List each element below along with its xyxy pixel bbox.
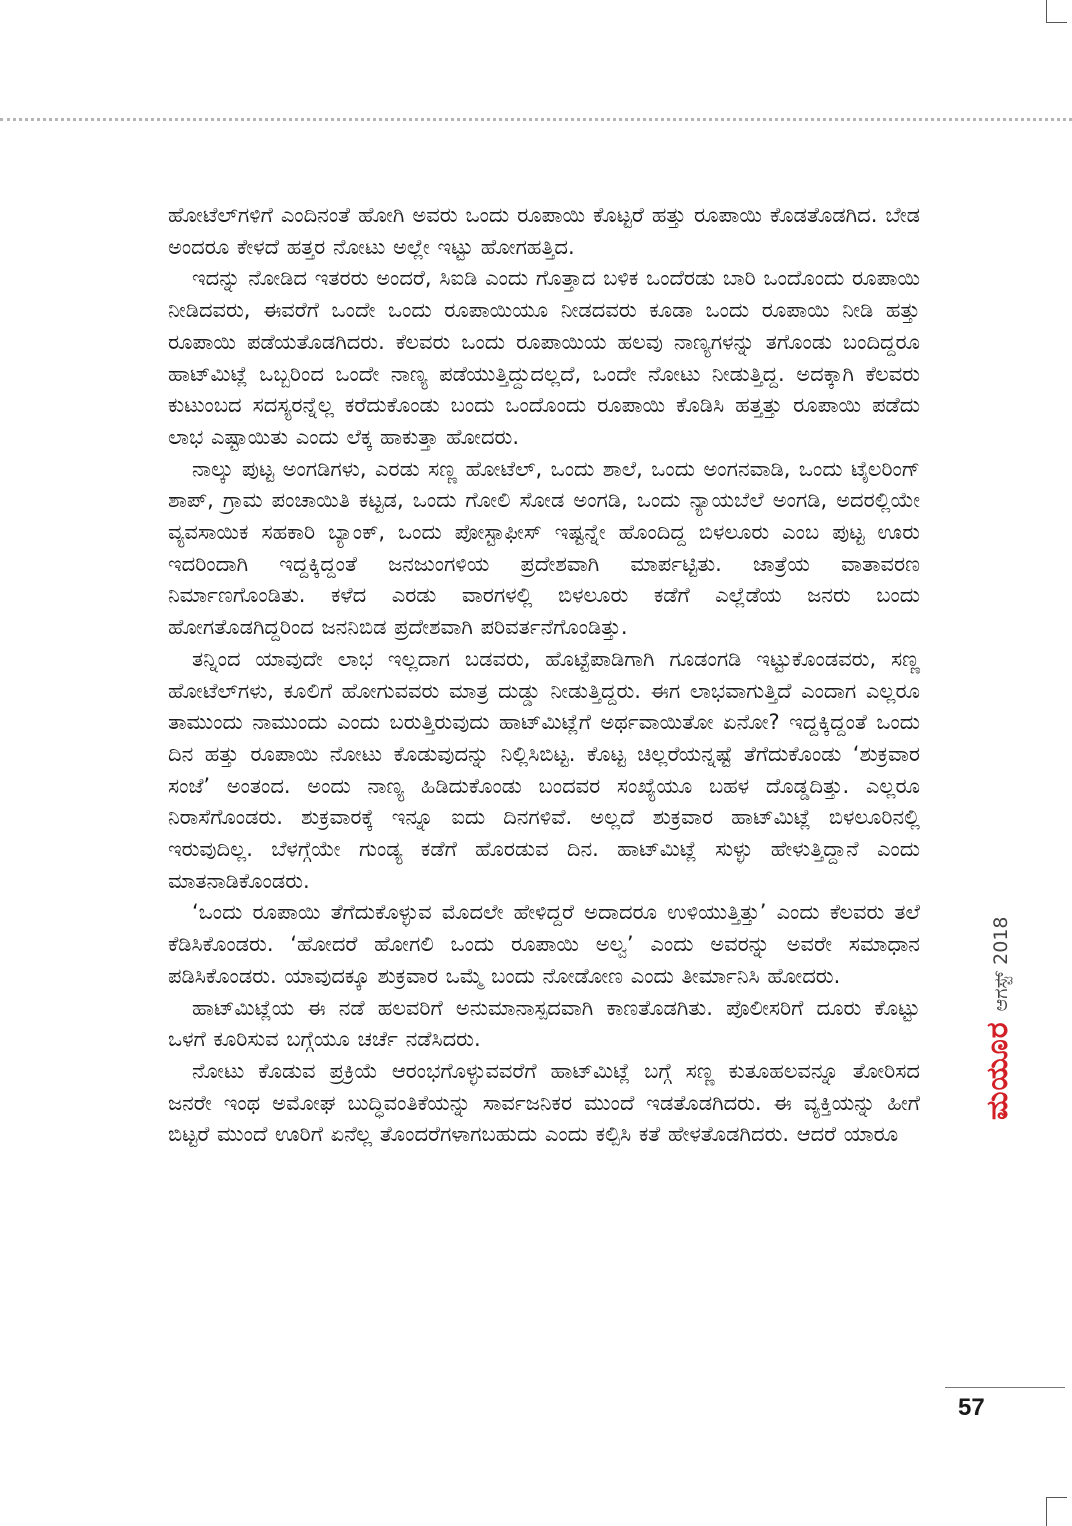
magazine-name: ಮಯೂರ xyxy=(980,1021,1015,1120)
paragraph: ಇದನ್ನು ನೋಡಿದ ಇತರರು ಅಂದರೆ, ಸಿಐಡಿ ಎಂದು ಗೊತ್ತಾದ ಬಳಿಕ ಒಂದೆರಡು ಬಾರಿ ಒಂದೊಂದು ರೂಪಾಯಿ ನೀಡಿದವರು, ಈವರೆಗೆ ಒಂದೇ ಒಂದು ರೂಪಾಯಿಯೂ ನೀಡದವರು ಕೂಡಾ ಒಂದು ರೂಪಾಯಿ ನೀಡಿ ಹತ್ತು ರೂಪಾಯಿ ಪಡೆಯತೊಡಗಿದರು. ಕೆಲವರು ಒಂದು ರೂಪಾಯಿಯ ಹಲವು ನಾಣ್ಯಗಳನ್ನು ತಗೊಂಡು ಬಂದಿದ್ದರೂ ಹಾಟ್‌ಮಿಟ್ಲೆ ಒಬ್ಬರಿಂದ ಒಂದೇ ನಾಣ್ಯ ಪಡೆಯುತ್ತಿದ್ದುದಲ್ಲದೆ, ಒಂದೇ ನೋಟು ನೀಡುತ್ತಿದ್ದ. ಅದಕ್ಕಾಗಿ ಕೆಲವರು ಕುಟುಂಬದ ಸದಸ್ಯರನ್ನೆಲ್ಲ ಕರೆದುಕೊಂಡು ಬಂದು ಒಂದೊಂದು ರೂಪಾಯಿ ಕೊಡಿಸಿ ಹತ್ತತ್ತು ರೂಪಾಯಿ ಪಡೆದು ಲಾಭ ಎಷ್ಟಾಯಿತು ಎಂದು ಲೆಕ್ಕ ಹಾಕುತ್ತಾ ಹೋದರು. xyxy=(168,266,920,449)
page-number: 57 xyxy=(958,1394,985,1421)
header-dotted-rule xyxy=(0,118,1072,121)
paragraph: ನೋಟು ಕೊಡುವ ಪ್ರಕ್ರಿಯೆ ಆರಂಭಗೊಳ್ಳುವವರೆಗೆ ಹಾಟ್‌ಮಿಟ್ಲೆ ಬಗ್ಗೆ ಸಣ್ಣ ಕುತೂಹಲವನ್ನೂ ತೋರಿಸದ ಜನರೇ ಇಂಥ ಅಮೋಘ ಬುದ್ಧಿವಂತಿಕೆಯನ್ನು ಸಾರ್ವಜನಿಕರ ಮುಂದೆ ಇಡತೊಡಗಿದರು. ಈ ವ್ಯಕ್ತಿಯನ್ನು ಹೀಗೆ ಬಿಟ್ಟರೆ ಮುಂದೆ ಊರಿಗೆ ಏನೆಲ್ಲ ತೊಂದರೆಗಳಾಗಬಹುದು ಎಂದು ಕಲ್ಪಿಸಿ ಕತೆ ಹೇಳತೊಡಗಿದರು. ಆದರೆ ಯಾರೂ xyxy=(168,1058,920,1147)
crop-mark-top xyxy=(1046,0,1067,23)
article-body xyxy=(168,200,920,1151)
crop-mark-bottom xyxy=(1046,1497,1067,1526)
paragraph: ಹಾಟ್‌ಮಿಟ್ಲೆಯ ಈ ನಡೆ ಹಲವರಿಗೆ ಅನುಮಾನಾಸ್ಪದವಾಗಿ ಕಾಣತೊಡಗಿತು. ಪೊಲೀಸರಿಗೆ ದೂರು ಕೊಟ್ಟು ಒಳಗೆ ಕೂರಿಸುವ ಬಗ್ಗೆಯೂ ಚರ್ಚೆ ನಡೆಸಿದರು. xyxy=(168,995,920,1052)
issue-date: ಆಗಸ್ಟ್ 2018 xyxy=(990,916,1012,1012)
paragraph: ‘ಒಂದು ರೂಪಾಯಿ ತೆಗೆದುಕೊಳ್ಳುವ ಮೊದಲೇ ಹೇಳಿದ್ದರೆ ಅದಾದರೂ ಉಳಿಯುತ್ತಿತ್ತು’ ಎಂದು ಕೆಲವರು ತಲೆ ಕೆಡಿಸಿಕೊಂಡರು. ‘ಹೋದರೆ ಹೋಗಲಿ ಒಂದು ರೂಪಾಯಿ ಅಲ್ವ’ ಎಂದು ಅವರನ್ನು ಅವರೇ ಸಮಾಧಾನ ಪಡಿಸಿಕೊಂಡರು. ಯಾವುದಕ್ಕೂ ಶುಕ್ರವಾರ ಒಮ್ಮೆ ಬಂದು ನೋಡೋಣ ಎಂದು ತೀರ್ಮಾನಿಸಿ ಹೋದರು. xyxy=(168,900,920,988)
paragraph: ನಾಲ್ಕು ಪುಟ್ಟ ಅಂಗಡಿಗಳು, ಎರಡು ಸಣ್ಣ ಹೋಟೆಲ್, ಒಂದು ಶಾಲೆ, ಒಂದು ಅಂಗನವಾಡಿ, ಒಂದು ಟೈಲರಿಂಗ್ ಶಾಪ್, ಗ್ರಾಮ ಪಂಚಾಯಿತಿ ಕಟ್ಟಡ, ಒಂದು ಗೋಲಿ ಸೋಡ ಅಂಗಡಿ, ಒಂದು ನ್ಯಾಯಬೆಲೆ ಅಂಗಡಿ, ಅದರಲ್ಲಿಯೇ ವ್ಯವಸಾಯಿಕ ಸಹಕಾರಿ ಬ್ಯಾಂಕ್, ಒಂದು ಪೋಸ್ಟಾಫೀಸ್ ಇಷ್ಟನ್ನೇ ಹೊಂದಿದ್ದ ಬಿಳಲೂರು ಎಂಬ ಪುಟ್ಟ ಊರು ಇದರಿಂದಾಗಿ ಇದ್ದಕ್ಕಿದ್ದಂತೆ ಜನಜುಂಗಳಿಯ ಪ್ರದೇಶವಾಗಿ ಮಾರ್ಪಟ್ಟಿತು. ಜಾತ್ರೆಯ ವಾತಾವರಣ ನಿರ್ಮಾಣಗೊಂಡಿತು. ಕಳೆದ ಎರಡು ವಾರಗಳಲ್ಲಿ ಬಿಳಲೂರು ಕಡೆಗೆ ಎಲ್ಲೆಡೆಯ ಜನರು ಬಂದು ಹೋಗತೊಡಗಿದ್ದರಿಂದ ಜನನಿಬಿಡ ಪ್ರದೇಶವಾಗಿ ಪರಿವರ್ತನೆಗೊಂಡಿತ್ತು. xyxy=(168,456,920,640)
paragraph: ತನ್ನಿಂದ ಯಾವುದೇ ಲಾಭ ಇಲ್ಲದಾಗ ಬಡವರು, ಹೊಟ್ಟೆಪಾಡಿಗಾಗಿ ಗೂಡಂಗಡಿ ಇಟ್ಟುಕೊಂಡವರು, ಸಣ್ಣ ಹೋಟೆಲ್‌ಗಳು, ಕೂಲಿಗೆ ಹೋಗುವವರು ಮಾತ್ರ ದುಡ್ಡು ನೀಡುತ್ತಿದ್ದರು. ಈಗ ಲಾಭವಾಗುತ್ತಿದೆ ಎಂದಾಗ ಎಲ್ಲರೂ ತಾಮುಂದು ನಾಮುಂದು ಎಂದು ಬರುತ್ತಿರುವುದು ಹಾಟ್‌ಮಿಟ್ಲೆಗೆ ಅರ್ಥವಾಯಿತೋ ಏನೋ? ಇದ್ದಕ್ಕಿದ್ದಂತೆ ಒಂದು ದಿನ ಹತ್ತು ರೂಪಾಯಿ ನೋಟು ಕೊಡುವುದನ್ನು ನಿಲ್ಲಿಸಿಬಿಟ್ಟ. ಕೊಟ್ಟ ಚಿಲ್ಲರೆಯನ್ನಷ್ಟೆ ತೆಗೆದುಕೊಂಡು ‘ಶುಕ್ರವಾರ ಸಂಜೆ’ ಅಂತಂದ. ಅಂದು ನಾಣ್ಯ ಹಿಡಿದುಕೊಂಡು ಬಂದವರ ಸಂಖ್ಯೆಯೂ ಬಹಳ ದೊಡ್ಡದಿತ್ತು. ಎಲ್ಲರೂ ನಿರಾಸೆಗೊಂಡರು. ಶುಕ್ರವಾರಕ್ಕೆ ಇನ್ನೂ ಐದು ದಿನಗಳಿವೆ. ಅಲ್ಲದೆ ಶುಕ್ರವಾರ ಹಾಟ್‌ಮಿಟ್ಲೆ ಬಿಳಲೂರಿನಲ್ಲಿ ಇರುವುದಿಲ್ಲ. ಬೆಳಗ್ಗೆಯೇ ಗುಂಡ್ಯ ಕಡೆಗೆ ಹೊರಡುವ ದಿನ. ಹಾಟ್‌ಮಿಟ್ಲೆ ಸುಳ್ಳು ಹೇಳುತ್ತಿದ್ದಾನೆ ಎಂದು ಮಾತನಾಡಿಕೊಂಡರು. xyxy=(168,646,920,893)
page-number-rule xyxy=(945,1387,1065,1388)
paragraph: ಹೋಟೆಲ್‌ಗಳಿಗೆ ಎಂದಿನಂತೆ ಹೋಗಿ ಅವರು ಒಂದು ರೂಪಾಯಿ ಕೊಟ್ಟರೆ ಹತ್ತು ರೂಪಾಯಿ ಕೊಡತೊಡಗಿದ. ಬೇಡ ಅಂದರೂ ಕೇಳದೆ ಹತ್ತರ ನೋಟು ಅಲ್ಲೇ ಇಟ್ಟು ಹೋಗಹತ್ತಿದ. xyxy=(168,203,920,259)
